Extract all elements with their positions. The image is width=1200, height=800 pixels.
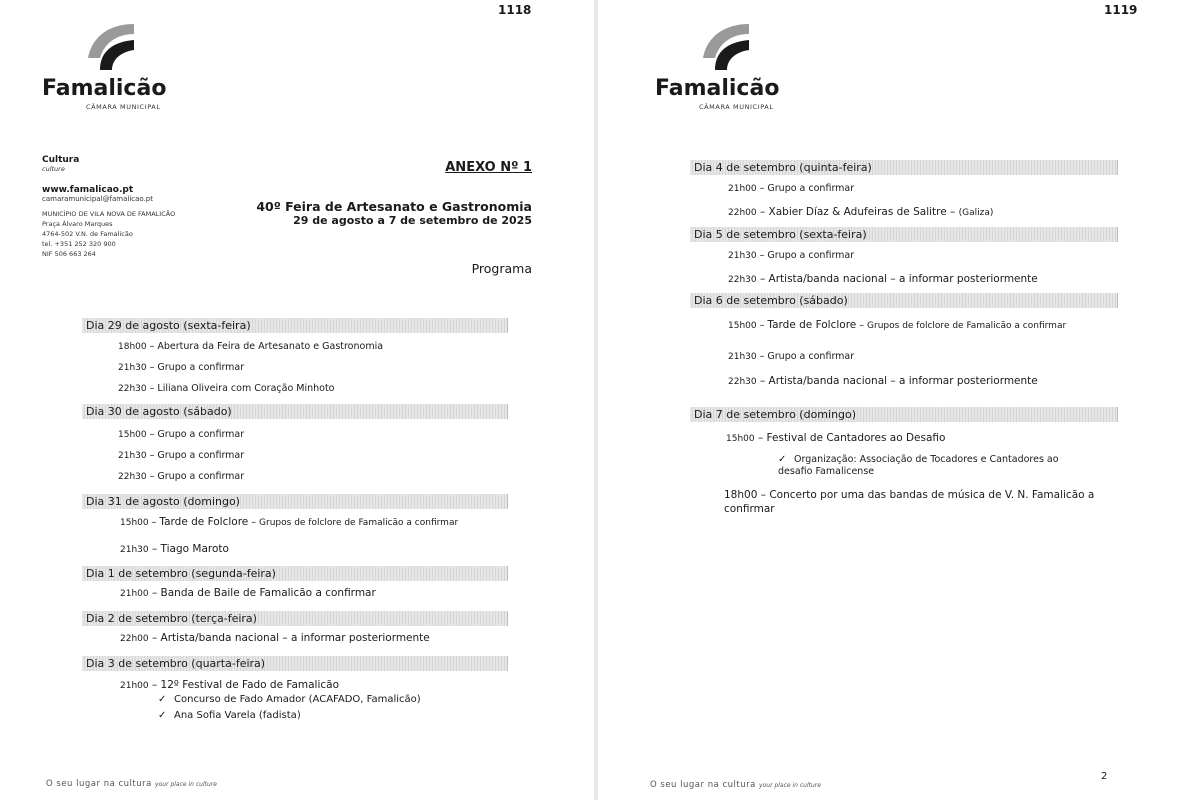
- event-detail: a informar posteriormente: [898, 273, 1038, 285]
- logo-name: Famalicão: [655, 76, 780, 101]
- event-item: 21h30 – Grupo a confirmar: [118, 450, 245, 461]
- event-time: 21h00: [728, 184, 757, 194]
- logo-subtitle: CÂMARA MUNICIPAL: [86, 103, 161, 111]
- footer-slogan: [650, 780, 821, 790]
- fair-dates: 29 de agosto a 7 de setembro de 2025: [293, 214, 532, 227]
- event-text: Abertura da Feira de Artesanato e Gastronomia: [157, 341, 384, 352]
- event-time: 15h00: [728, 321, 757, 331]
- event-text: Grupo a confirmar: [157, 429, 245, 440]
- sub-item: [158, 710, 301, 721]
- event-item: 15h00 – Tarde de Folclore – Grupos de folclore de Famalicão a confirmar: [728, 319, 1067, 331]
- event-text: Grupo a confirmar: [157, 471, 245, 482]
- department-en: culture: [42, 165, 65, 173]
- event-text: Artista/banda nacional: [768, 375, 888, 387]
- footer-slogan-en: your place in culture: [155, 781, 217, 788]
- event-detail: Grupos de folclore de Famalicão a confirmar: [259, 518, 459, 528]
- event-time: 15h00: [118, 430, 147, 440]
- day-header: Dia 29 de agosto (sexta-feira): [82, 318, 508, 333]
- event-item: 21h30 – Grupo a confirmar: [728, 250, 855, 261]
- event-text: Tiago Maroto: [160, 543, 229, 555]
- event-time: 18h00: [118, 342, 147, 352]
- day-header: Dia 6 de setembro (sábado): [690, 293, 1118, 308]
- event-item: 22h30 – Artista/banda nacional – a informar posteriormente: [728, 375, 1038, 387]
- event-text: Banda de Baile de Famalicão a confirmar: [160, 587, 376, 599]
- event-item: 21h30 – Grupo a confirmar: [118, 362, 245, 373]
- checkmark-icon: ✓: [158, 694, 167, 705]
- event-text: Artista/banda nacional: [768, 273, 888, 285]
- sub-item: [158, 694, 421, 705]
- address-line: 4764-502 V.N. de Famalicão: [42, 230, 133, 238]
- event-time: 21h30: [120, 545, 149, 555]
- event-item: 22h30 – Artista/banda nacional – a informar posteriormente: [728, 273, 1038, 285]
- event-time: 18h00: [724, 489, 758, 501]
- event-time: 22h30: [118, 384, 147, 394]
- footer-slogan-pt: O seu lugar na cultura: [46, 779, 152, 789]
- event-time: 21h30: [728, 352, 757, 362]
- event-text: Tarde de Folclore: [767, 319, 857, 331]
- sub-item-text: Ana Sofia Varela (fadista): [174, 710, 301, 721]
- event-time: 15h00: [726, 434, 755, 444]
- event-time: 22h00: [728, 208, 757, 218]
- day-header: Dia 4 de setembro (quinta-feira): [690, 160, 1118, 175]
- day-header: Dia 2 de setembro (terça-feira): [82, 611, 508, 626]
- event-text: Artista/banda nacional: [160, 632, 280, 644]
- fair-title: 40º Feira de Artesanato e Gastronomia: [256, 199, 532, 214]
- logo-subtitle: CÂMARA MUNICIPAL: [699, 103, 774, 111]
- checkmark-icon: ✓: [778, 454, 787, 465]
- address-line: Praça Álvaro Marques: [42, 220, 113, 228]
- sub-item-text: Concurso de Fado Amador (ACAFADO, Famalicão): [174, 694, 421, 705]
- event-text: Liliana Oliveira com Coração Minhoto: [157, 383, 335, 394]
- event-time: 21h00: [120, 681, 149, 691]
- footer-slogan: [46, 779, 217, 789]
- event-text: Concerto por uma das bandas de música de V. N. Famalicão a confirmar: [724, 489, 1095, 515]
- event-time: 21h30: [118, 363, 147, 373]
- right-page: [598, 0, 1200, 800]
- event-item: 22h30 – Grupo a confirmar: [118, 471, 245, 482]
- event-detail: Grupos de folclore de Famalicão a confirmar: [867, 321, 1067, 331]
- contact-block: [42, 155, 242, 259]
- checkmark-icon: ✓: [158, 710, 167, 721]
- logo-mark-icon: [697, 18, 757, 70]
- event-item: 18h00 – Concerto por uma das bandas de música de V. N. Famalicão a confirmar: [724, 489, 1095, 515]
- event-text: Tarde de Folclore: [159, 516, 249, 528]
- logo-name: Famalicão: [42, 76, 167, 101]
- event-time: 15h00: [120, 518, 149, 528]
- event-detail: a informar posteriormente: [290, 632, 430, 644]
- event-item: 15h00 – Tarde de Folclore – Grupos de folclore de Famalicão a confirmar: [120, 516, 459, 528]
- event-time: 21h30: [728, 251, 757, 261]
- page-number: 1118: [498, 3, 532, 17]
- event-text: 12º Festival de Fado de Famalicão: [160, 679, 340, 691]
- event-item: 21h30 – Tiago Maroto: [120, 543, 229, 555]
- event-time: 22h00: [120, 634, 149, 644]
- event-item: 22h00 – Xabier Díaz & Adufeiras de Salitre – (Galiza): [728, 206, 994, 218]
- event-detail: (Galiza): [958, 208, 994, 218]
- event-item: 22h00 – Artista/banda nacional – a informar posteriormente: [120, 632, 430, 644]
- left-page: [0, 0, 594, 800]
- day-header: Dia 5 de setembro (sexta-feira): [690, 227, 1118, 242]
- sheet-number: 2: [1101, 771, 1108, 782]
- nif-line: NIF 506 663 264: [42, 250, 96, 258]
- day-header: Dia 7 de setembro (domingo): [690, 407, 1118, 422]
- event-text: Grupo a confirmar: [767, 351, 855, 362]
- event-text: Grupo a confirmar: [767, 250, 855, 261]
- event-time: 22h30: [118, 472, 147, 482]
- logo-mark-icon: [82, 18, 142, 70]
- event-item: 15h00 – Grupo a confirmar: [118, 429, 245, 440]
- day-header: Dia 30 de agosto (sábado): [82, 404, 508, 419]
- day-header: Dia 3 de setembro (quarta-feira): [82, 656, 508, 671]
- event-time: 21h30: [118, 451, 147, 461]
- event-item: 21h00 – Grupo a confirmar: [728, 183, 855, 194]
- event-time: 21h00: [120, 589, 149, 599]
- footer-slogan-en: your place in culture: [759, 782, 821, 789]
- footer-slogan-pt: O seu lugar na cultura: [650, 780, 756, 790]
- event-text: Grupo a confirmar: [157, 450, 245, 461]
- event-item: 18h00 – Abertura da Feira de Artesanato e Gastronomia: [118, 341, 384, 352]
- department: Cultura: [42, 155, 80, 165]
- address-line: MUNICÍPIO DE VILA NOVA DE FAMALICÃO: [42, 210, 176, 218]
- day-header: Dia 31 de agosto (domingo): [82, 494, 508, 509]
- page-number: 1119: [1104, 3, 1138, 17]
- event-detail: a informar posteriormente: [898, 375, 1038, 387]
- program-heading: Programa: [471, 261, 532, 276]
- website-link[interactable]: www.famalicao.pt: [42, 185, 134, 195]
- event-time: 22h30: [728, 377, 757, 387]
- email-link[interactable]: camaramunicipal@famalicao.pt: [42, 195, 153, 203]
- event-text: Festival de Cantadores ao Desafio: [766, 432, 946, 444]
- sub-item: [778, 454, 1078, 478]
- annex-title: ANEXO Nº 1: [445, 160, 532, 175]
- event-text: Grupo a confirmar: [157, 362, 245, 373]
- event-item: 22h30 – Liliana Oliveira com Coração Minhoto: [118, 383, 335, 394]
- day-header: Dia 1 de setembro (segunda-feira): [82, 566, 508, 581]
- event-item: 21h30 – Grupo a confirmar: [728, 351, 855, 362]
- event-text: Xabier Díaz & Adufeiras de Salitre: [768, 206, 947, 218]
- phone-line: tel. +351 252 320 900: [42, 240, 116, 248]
- event-time: 22h30: [728, 275, 757, 285]
- sub-item-text: Organização: Associação de Tocadores e Cantadores ao desafio Famalicense: [778, 454, 1059, 477]
- event-item: 21h00 – Banda de Baile de Famalicão a confirmar: [120, 587, 376, 599]
- event-item: 15h00 – Festival de Cantadores ao Desafio: [726, 432, 946, 444]
- event-text: Grupo a confirmar: [767, 183, 855, 194]
- event-item: 21h00 – 12º Festival de Fado de Famalicão: [120, 679, 340, 691]
